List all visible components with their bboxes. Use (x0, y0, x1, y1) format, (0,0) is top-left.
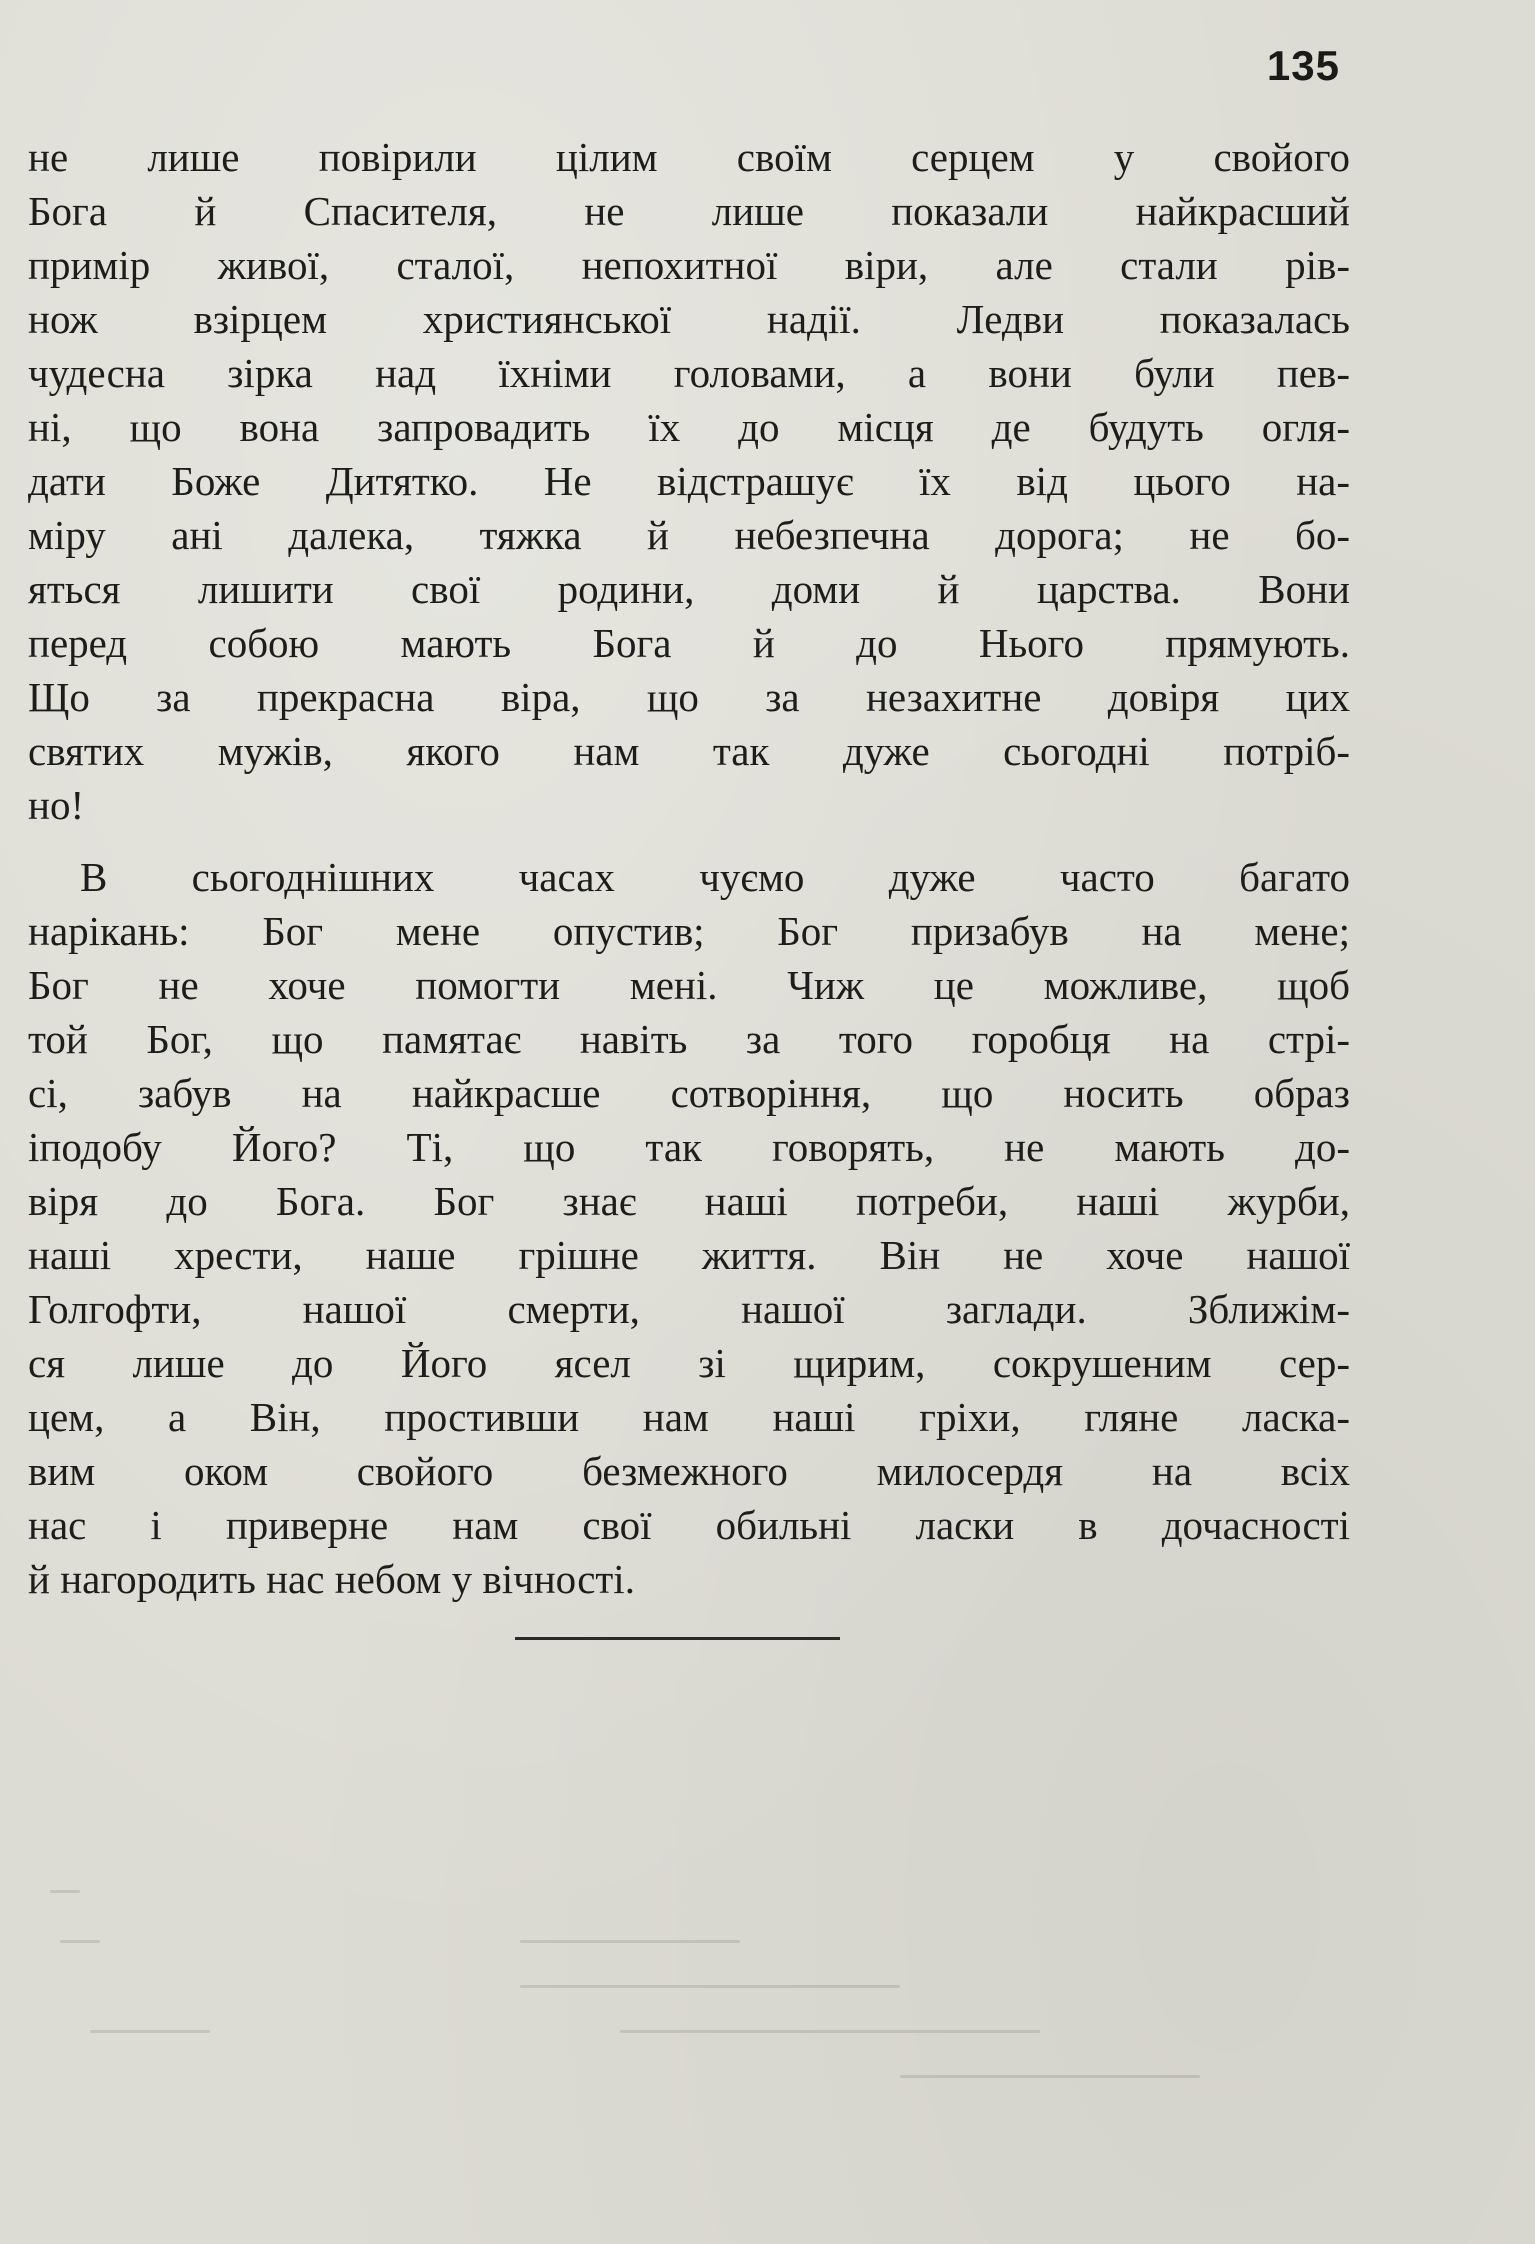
text-line: ся лише до Його ясел зі щирим, сокрушеним сер- (28, 1340, 1350, 1386)
text-line: не лише повірили цілим своїм серцем у свойого (28, 134, 1350, 180)
text-line: Бог не хоче помогти мені. Чиж це можливе, щоб (28, 962, 1350, 1008)
text-line: наші хрести, наше грішне життя. Він не хоче нашої (28, 1232, 1350, 1278)
text-line: віря до Бога. Бог знає наші потреби, наші журби, (28, 1178, 1350, 1224)
text-line: Голгофти, нашої смерти, нашої заглади. Зближім- (28, 1286, 1350, 1332)
text-line: ні, що вона запровадить їх до місця де будуть огля- (28, 404, 1350, 450)
text-line: В сьогоднішних часах чуємо дуже часто багато (80, 854, 1350, 900)
text-line: Що за прекрасна віра, що за незахитне довіря цих (28, 674, 1350, 720)
paragraph-2 (28, 850, 1350, 1606)
text-body (28, 130, 1350, 1606)
text-line: Бога й Спасителя, не лише показали найкрасший (28, 188, 1350, 234)
text-line: нож взірцем християнської надії. Ледви показалась (28, 296, 1350, 342)
paragraph-gap (28, 832, 1350, 850)
text-line: нарікань: Бог мене опустив; Бог призабув на мене; (28, 908, 1350, 954)
text-line: но! (28, 782, 85, 828)
text-line: чудесна зірка над їхніми головами, а вони були пев- (28, 350, 1350, 396)
text-line: святих мужів, якого нам так дуже сьогодні потріб- (28, 728, 1350, 774)
text-line: яться лишити свої родини, доми й царства. Вони (28, 566, 1350, 612)
text-line: нас і приверне нам свої обильні ласки в дочасності (28, 1502, 1350, 1548)
page-number: 135 (1266, 42, 1340, 89)
text-line: іподобу Його? Ті, що так говорять, не мають до- (28, 1124, 1350, 1170)
paragraph-1 (28, 130, 1350, 832)
bleed-through-marks (0, 1860, 1535, 2120)
text-line: примір живої, сталої, непохитної віри, але стали рів- (28, 242, 1350, 288)
text-line: цем, а Він, простивши нам наші гріхи, гляне ласка- (28, 1394, 1350, 1440)
text-line: той Бог, що памятає навіть за того горобця на стрі- (28, 1016, 1350, 1062)
text-line: сі, забув на найкрасше сотворіння, що носить образ (28, 1070, 1350, 1116)
text-line: й нагородить нас небом у вічності. (28, 1556, 635, 1602)
text-line: перед собою мають Бога й до Нього прямують. (28, 620, 1350, 666)
text-line: міру ані далека, тяжка й небезпечна дорога; не бо- (28, 512, 1350, 558)
section-divider (515, 1637, 840, 1640)
text-line: вим оком свойого безмежного милосердя на всіх (28, 1448, 1350, 1494)
text-line: дати Боже Дитятко. Не відстрашує їх від цього на- (28, 458, 1350, 504)
